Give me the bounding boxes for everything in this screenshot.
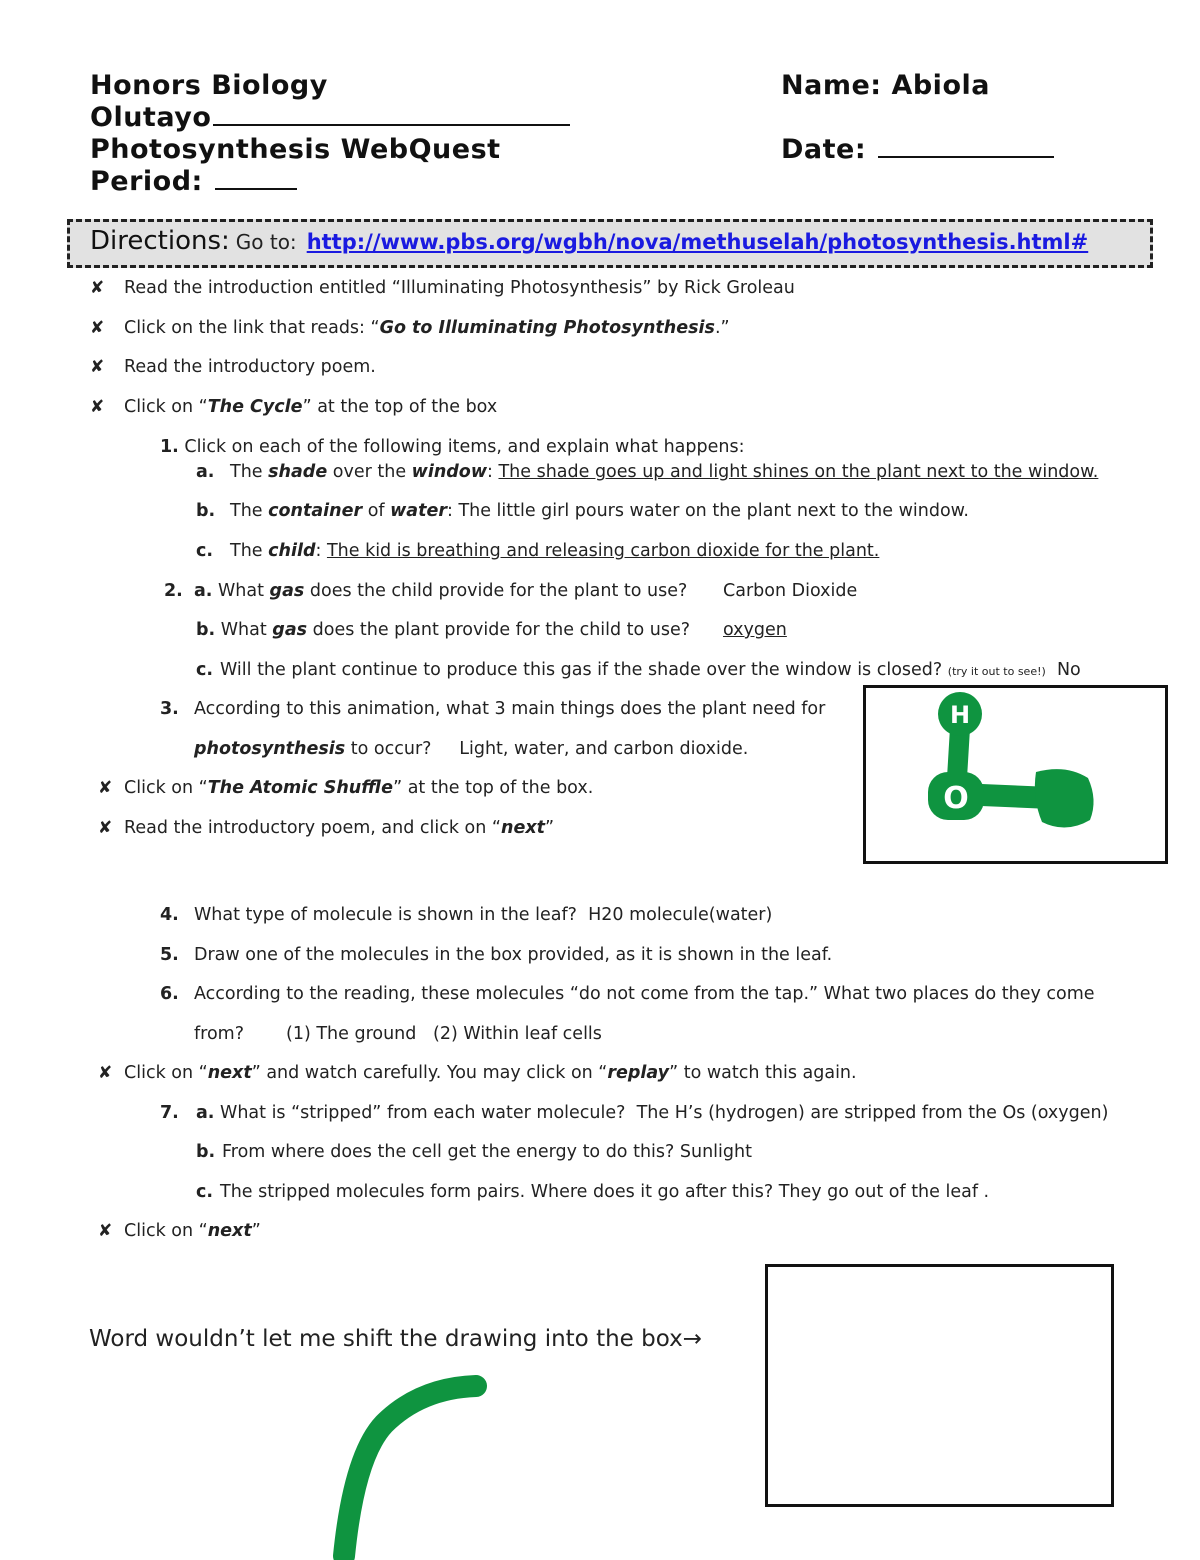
hydrogen-label: H	[949, 701, 971, 729]
question-7b: b. From where does the cell get the energy to do this? Sunlight	[196, 1142, 752, 1162]
bullet-icon: ✘	[98, 818, 113, 838]
right-arrow-icon: →	[682, 1326, 702, 1352]
question-2b: b. What gas does the plant provide for the child to use?	[196, 620, 691, 640]
bullet-icon: ✘	[90, 278, 105, 298]
question-7a: 7. a. What is “stripped” from each water molecule? The H’s (hydrogen) are stripped from the Os (oxygen)	[160, 1103, 1109, 1123]
question-3-cont: photosynthesis to occur? Light, water, and carbon dioxide.	[194, 739, 749, 759]
answer-7a: The H’s (hydrogen) are stripped from the Os (oxygen)	[636, 1103, 1109, 1123]
bullet-click-cycle: Click on “The Cycle” at the top of the box	[124, 397, 498, 417]
name-blank	[213, 123, 570, 126]
answer-6-2: (2) Within leaf cells	[433, 1024, 602, 1044]
question-6: 6. According to the reading, these molecules “do not come from the tap.” What two places do they come	[160, 984, 1095, 1004]
answer-4: H20 molecule(water)	[588, 905, 773, 925]
question-5: 5. Draw one of the molecules in the box provided, as it is shown in the leaf.	[160, 945, 833, 965]
bullet-click-link: Click on the link that reads: “Go to Illuminating Photosynthesis.”	[124, 318, 730, 338]
question-2c: c. Will the plant continue to produce this gas if the shade over the window is closed? (try it out to see!) No	[196, 660, 1081, 680]
directions-line	[90, 226, 1088, 256]
answer-3: Light, water, and carbon dioxide.	[459, 739, 749, 759]
green-stroke-drawing	[300, 1360, 500, 1560]
bullet-icon: ✘	[98, 1063, 113, 1083]
bullet-icon: ✘	[98, 778, 113, 798]
period-field: Period:	[90, 166, 297, 197]
date-blank	[878, 155, 1054, 158]
question-2a: 2. a. What gas does the child provide for the plant to use?	[164, 581, 688, 601]
question-3: 3. According to this animation, what 3 main things does the plant need for	[160, 699, 826, 719]
answer-1b: The little girl pours water on the plant next to the window.	[458, 501, 969, 521]
answer-7b: Sunlight	[679, 1142, 752, 1162]
question-1a: a. The shade over the window: The shade goes up and light shines on the plant next to the window.	[196, 462, 1099, 482]
answer-7c: They go out of the leaf .	[778, 1182, 990, 1202]
course-title: Honors Biology	[90, 70, 328, 101]
student-note: Word wouldn’t let me shift the drawing into the box→	[89, 1326, 702, 1352]
answer-6-1: (1) The ground	[286, 1024, 417, 1044]
bullet-icon: ✘	[90, 357, 105, 377]
directions-label: Directions:	[90, 226, 230, 256]
bullet-read-poem: Read the introductory poem.	[124, 357, 376, 377]
date-field: Date:	[781, 134, 1054, 165]
answer-2a: Carbon Dioxide	[723, 581, 858, 601]
molecule-drawing-box	[863, 685, 1168, 864]
bullet-read-intro: Read the introduction entitled “Illuminating Photosynthesis” by Rick Groleau	[124, 278, 795, 298]
answer-1a: The shade goes up and light shines on the plant next to the window.	[498, 462, 1099, 482]
bullet-read-poem-next: Read the introductory poem, and click on “next”	[124, 818, 555, 838]
directions-goto: Go to:	[235, 230, 297, 254]
answer-2b: oxygen	[723, 620, 787, 640]
question-7c: c. The stripped molecules form pairs. Where does it go after this? They go out of the leaf .	[196, 1182, 990, 1202]
name-continued: Olutayo	[90, 102, 570, 133]
question-1b: b. The container of water: The little girl pours water on the plant next to the window.	[196, 501, 969, 521]
answer-2c: No	[1056, 660, 1081, 680]
bullet-click-next-replay: Click on “next” and watch carefully. You may click on “replay” to watch this again.	[124, 1063, 857, 1083]
question-1: 1. Click on each of the following items, and explain what happens:	[160, 437, 745, 457]
empty-drawing-box	[765, 1264, 1114, 1507]
question-4: 4. What type of molecule is shown in the leaf? H20 molecule(water)	[160, 905, 773, 925]
name-label: Name: Abiola	[781, 70, 990, 101]
bullet-icon: ✘	[90, 397, 105, 417]
bullet-click-atomic-shuffle: Click on “The Atomic Shuffle” at the top of the box.	[124, 778, 594, 798]
worksheet-title: Photosynthesis WebQuest	[90, 134, 501, 165]
directions-url-link[interactable]: http://www.pbs.org/wgbh/nova/methuselah/photosynthesis.html#	[306, 230, 1089, 254]
bullet-click-next: Click on “next”	[124, 1221, 261, 1241]
water-molecule-drawing	[866, 688, 1165, 861]
question-6-cont: from?	[194, 1024, 245, 1044]
question-1c: c. The child: The kid is breathing and releasing carbon dioxide for the plant.	[196, 541, 880, 561]
bullet-icon: ✘	[90, 318, 105, 338]
period-blank	[215, 187, 297, 190]
bullet-icon: ✘	[98, 1221, 113, 1241]
answer-1c: The kid is breathing and releasing carbon dioxide for the plant.	[326, 541, 880, 561]
oxygen-label: O	[943, 781, 969, 816]
